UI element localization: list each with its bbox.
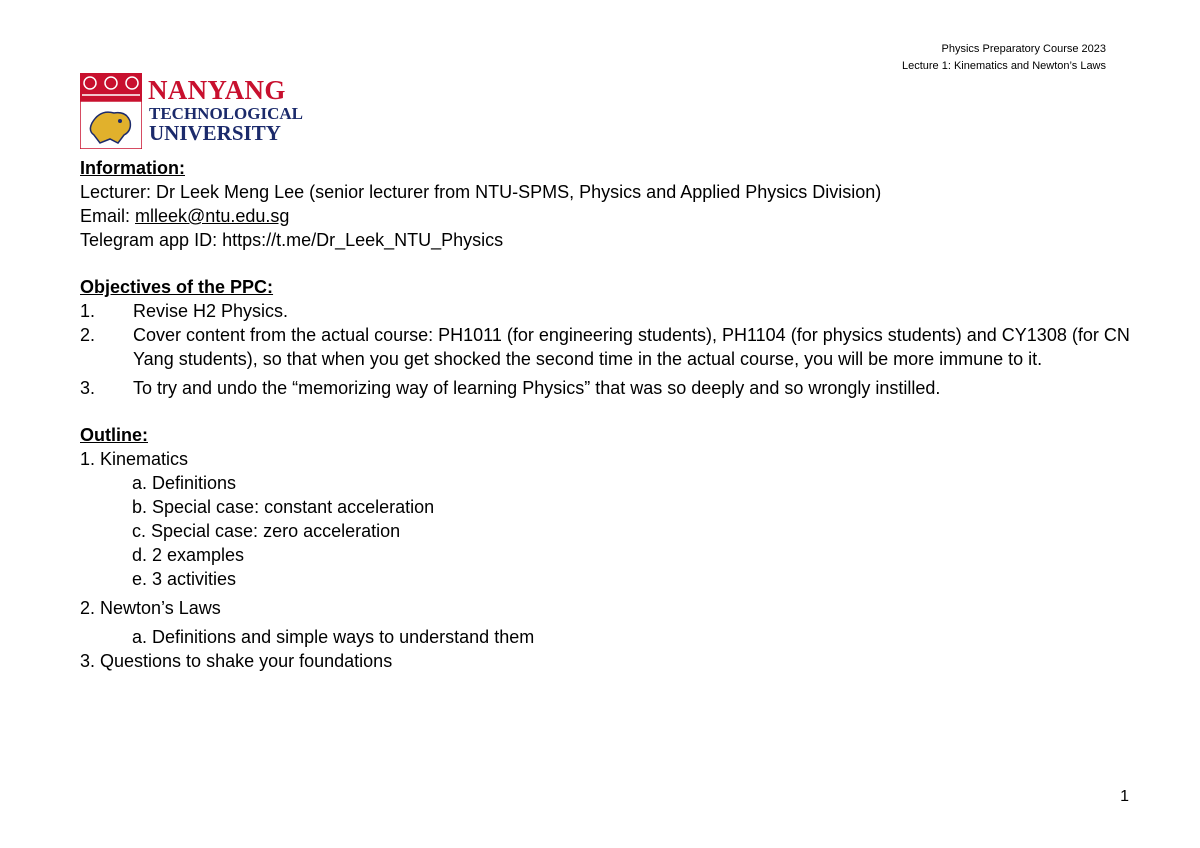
- page-header: [902, 41, 1106, 75]
- outline-sub-item: a. Definitions: [132, 473, 237, 493]
- outline-kinematics: 1. Kinematics: [80, 449, 189, 469]
- header-course-title: Physics Preparatory Course 2023: [941, 43, 1106, 55]
- outline-title: Outline:: [80, 425, 148, 445]
- objective-text: Cover content from the actual course: PH1011 (for engineering students), PH1104 (for physics students) and CY1308 (for CN Yang students), so that when you get shocked the second time in the actual course, you will be more immune to it.: [133, 325, 1130, 369]
- outline-sub-item: e. 3 activities: [132, 569, 237, 589]
- outline-sub-item: d. 2 examples: [132, 545, 245, 565]
- outline-sub-item: a. Definitions and simple ways to understand them: [132, 627, 535, 647]
- objective-item: [80, 376, 1140, 400]
- objective-item: [80, 323, 1140, 371]
- logo-nanyang: NANYANG: [148, 75, 286, 105]
- outline-questions: 3. Questions to shake your foundations: [80, 651, 393, 671]
- ntu-logo: [80, 73, 303, 153]
- information-title: Information:: [80, 158, 185, 178]
- ntu-crest-icon: [80, 73, 142, 149]
- outline-newton: 2. Newton’s Laws: [80, 598, 221, 618]
- logo-technological: TECHNOLOGICAL: [149, 104, 303, 123]
- objective-number: 3.: [80, 378, 96, 398]
- email-link[interactable]: mlleek@ntu.edu.sg: [135, 206, 290, 226]
- objective-item: [80, 299, 1140, 323]
- logo-university: UNIVERSITY: [149, 121, 281, 145]
- outline-sub-item: b. Special case: constant acceleration: [132, 497, 435, 517]
- outline-sub-item: c. Special case: zero acceleration: [132, 521, 401, 541]
- email-line: [80, 204, 1140, 228]
- objectives-title: Objectives of the PPC:: [80, 277, 274, 297]
- objective-number: 2.: [80, 325, 96, 345]
- objective-text: Revise H2 Physics.: [133, 301, 289, 321]
- email-label: Email:: [80, 206, 136, 226]
- header-lecture-title: Lecture 1: Kinematics and Newton’s Laws: [901, 60, 1106, 72]
- objective-number: 1.: [80, 301, 96, 321]
- telegram-line: Telegram app ID: https://t.me/Dr_Leek_NTU_Physics: [80, 230, 504, 250]
- objective-text: To try and undo the “memorizing way of learning Physics” that was so deeply and so wrongly instilled.: [133, 378, 941, 398]
- document-body: [80, 156, 1140, 673]
- lecturer-line: Lecturer: Dr Leek Meng Lee (senior lecturer from NTU-SPMS, Physics and Applied Physics Division): [80, 182, 882, 202]
- page-number: 1: [1120, 788, 1129, 805]
